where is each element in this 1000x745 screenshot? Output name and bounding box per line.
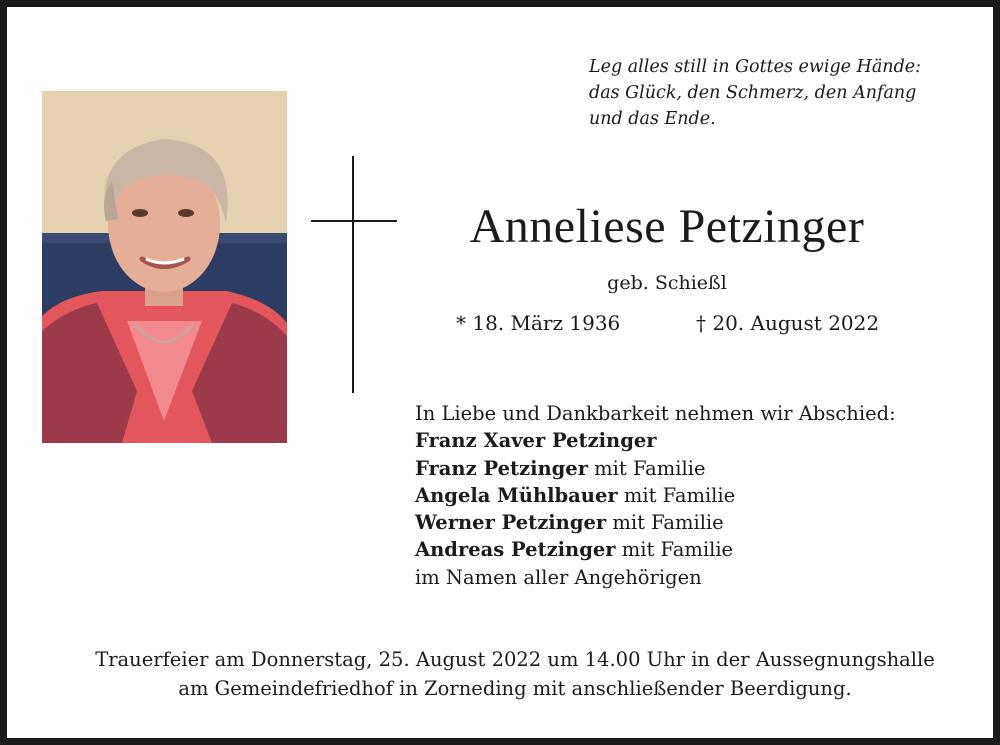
mourner-entry [415, 427, 896, 454]
poem-line: und das Ende. [589, 109, 716, 129]
poem-line: das Glück, den Schmerz, den Anfang [589, 83, 917, 103]
mourner-entry [415, 482, 896, 509]
mourner-name: Werner Petzinger [415, 511, 607, 535]
obituary-card [7, 7, 993, 738]
mourners-closing: im Namen aller Angehörigen [415, 565, 702, 589]
funeral-line: am Gemeindefriedhof in Zorneding mit anschließender Beerdigung. [178, 677, 852, 700]
cross-icon-bar [311, 220, 397, 222]
death-date: † 20. August 2022 [696, 311, 880, 335]
portrait-photo [42, 91, 287, 443]
mourner-entry [415, 536, 896, 563]
poem [589, 54, 921, 132]
mourners-block [415, 400, 896, 591]
birth-date: * 18. März 1936 [456, 311, 621, 335]
funeral-notice [7, 645, 1000, 703]
funeral-line: Trauerfeier am Donnerstag, 25. August 2022 um 14.00 Uhr in der Aussegnungshalle [95, 648, 935, 671]
portrait-illustration [42, 91, 287, 443]
mourner-entry [415, 509, 896, 536]
poem-line: Leg alles still in Gottes ewige Hände: [589, 57, 922, 77]
mourner-suffix: mit Familie [606, 511, 724, 535]
birth-name: geb. Schießl [607, 272, 727, 294]
mourner-name: Andreas Petzinger [415, 538, 616, 562]
mourner-suffix: mit Familie [615, 538, 734, 562]
mourners-intro: In Liebe und Dankbarkeit nehmen wir Abschied: [415, 402, 896, 425]
cross-icon [352, 156, 354, 393]
mourner-name: Franz Petzinger [415, 456, 588, 480]
deceased-name: Anneliese Petzinger [469, 200, 865, 253]
mourner-suffix: mit Familie [617, 483, 736, 507]
mourner-suffix: mit Familie [587, 456, 706, 480]
mourner-name: Franz Xaver Petzinger [415, 429, 657, 453]
mourner-name: Angela Mühlbauer [415, 483, 618, 507]
mourner-entry [415, 455, 896, 482]
